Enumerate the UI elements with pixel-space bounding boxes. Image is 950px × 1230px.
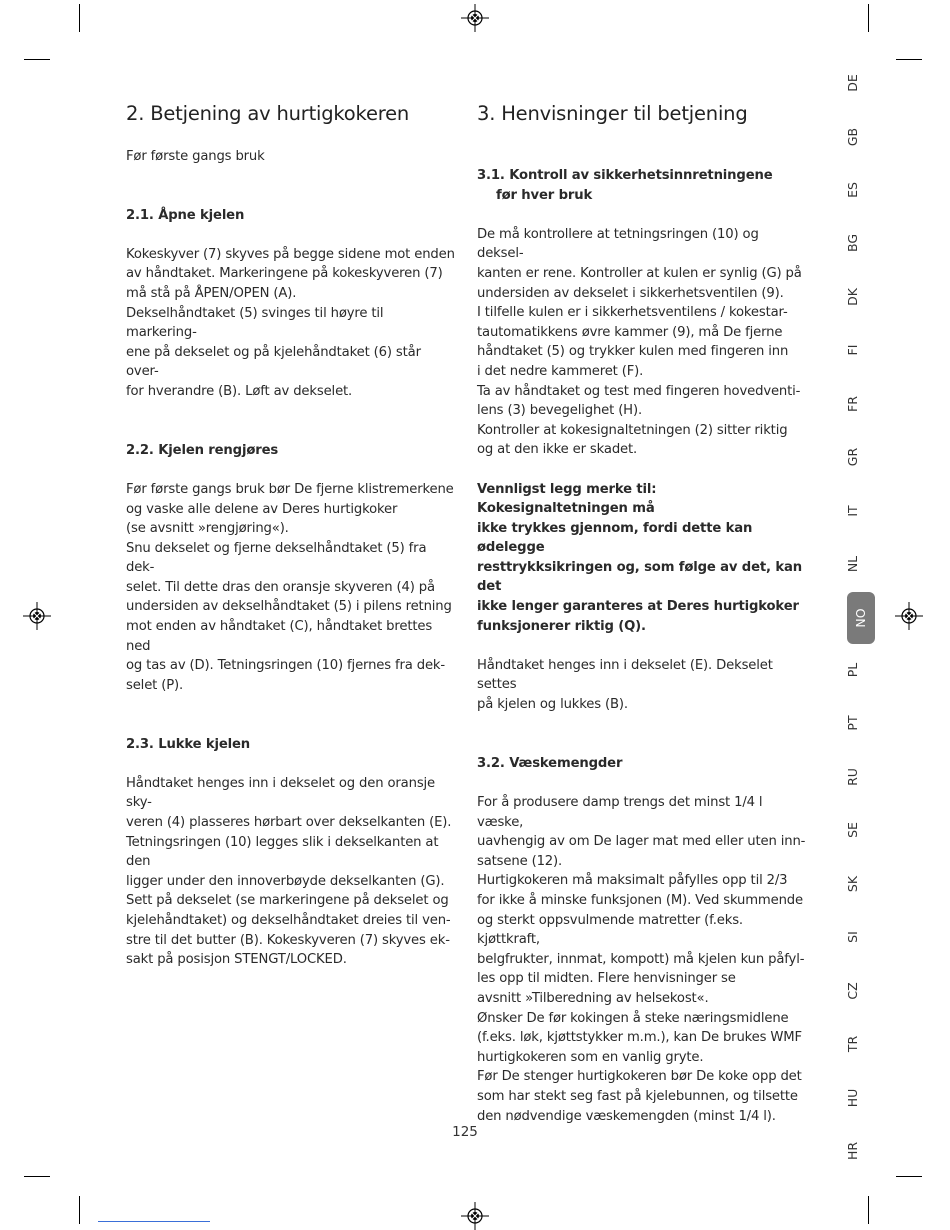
text-line: Før De stenger hurtigkokeren bør De koke opp det (477, 1069, 802, 1085)
text-line: og tas av (D). Tetningsringen (10) fjernes fra dek- (126, 658, 446, 674)
text-line: Håndtaket henges inn i dekselet (E). Dekselet settes (477, 657, 773, 693)
text-line: og at den ikke er skadet. (477, 442, 638, 458)
text-line: Hurtigkokeren må maksimalt påfylles opp til 2/3 (477, 873, 788, 889)
text-line: Vennligst legg merke til: Kokesignaltetningen må (477, 481, 657, 517)
language-tab-se[interactable]: SE (845, 822, 860, 838)
text-line: ene på dekselet og på kjelehåndtaket (6) står over- (126, 344, 421, 380)
left-column (126, 100, 456, 970)
section-2-3-body (126, 774, 456, 970)
section-2-2-body (126, 480, 456, 696)
crop-mark (24, 59, 50, 60)
language-tab-no[interactable]: NO (847, 592, 875, 644)
language-tab-si[interactable]: SI (845, 931, 860, 943)
text-line: som har stekt seg fast på kjelebunnen, og tilsette (477, 1088, 798, 1104)
language-tab-fi[interactable]: FI (845, 344, 860, 356)
language-tab-fr[interactable]: FR (845, 396, 860, 412)
text-line: av håndtaket. Markeringene på kokeskyveren (7) (126, 266, 443, 282)
text-line: Tetningsringen (10) legges slik i dekselkanten at den (126, 834, 439, 870)
text-line: belgfrukter, innmat, kompott) må kjelen kun påfyl- (477, 951, 805, 967)
registration-mark-icon (461, 1202, 489, 1230)
text-line: på kjelen og lukkes (B). (477, 697, 628, 713)
language-tab-pt[interactable]: PT (845, 715, 860, 731)
registration-mark-icon (461, 4, 489, 32)
text-line: kjelehåndtaket) og dekselhåndtaket dreies til ven- (126, 912, 451, 928)
text-line: for hverandre (B). Løft av dekselet. (126, 383, 353, 399)
crop-mark (79, 4, 80, 32)
text-line: og vaske alle delene av Deres hurtigkoker (126, 501, 398, 517)
text-line: Ønsker De før kokingen å steke næringsmidlene (477, 1010, 789, 1026)
text-line: må stå på ÅPEN/OPEN (A). (126, 285, 297, 301)
text-line: Dekselhåndtaket (5) svinges til høyre til markering- (126, 305, 384, 341)
text-line: og sterkt oppsvulmende matretter (f.eks. kjøttkraft, (477, 912, 743, 948)
section-3-2-heading: 3.2. Væskemengder (477, 755, 623, 771)
important-note (477, 480, 807, 637)
text-line: stre til det butter (B). Kokeskyveren (7) skyves ek- (126, 932, 450, 948)
text-line: den nødvendige væskemengden (minst 1/4 l). (477, 1108, 776, 1124)
text-line: avsnitt »Tilberedning av helsekost«. (477, 990, 709, 1006)
text-line: sakt på posisjon STENGT/LOCKED. (126, 952, 347, 968)
text-line: mot enden av håndtaket (C), håndtaket brettes ned (126, 619, 433, 654)
crop-mark (868, 1196, 869, 1224)
text-line: Snu dekselet og fjerne dekselhåndtaket (5) fra dek- (126, 540, 427, 576)
section-3-1-body (477, 225, 807, 460)
registration-mark-icon (23, 602, 51, 630)
section-3-title: 3. Henvisninger til betjening (477, 102, 748, 125)
text-line: ikke trykkes gjennom, fordi dette kan ødelegge (477, 520, 753, 556)
text-line: ligger under den innoverbøyde dekselkanten (G). (126, 873, 445, 889)
language-tab-gr[interactable]: GR (845, 447, 860, 467)
text-line: For å produsere damp trengs det minst 1/4 l væske, (477, 795, 763, 830)
text-line: Ta av håndtaket og test med fingeren hovedventi- (477, 383, 801, 399)
section-2-title: 2. Betjening av hurtigkokeren (126, 102, 410, 125)
language-tab-gb[interactable]: GB (845, 127, 860, 147)
language-tab-sk[interactable]: SK (845, 875, 860, 893)
text-line: Håndtaket henges inn i dekselet og den oransje sky- (126, 775, 436, 811)
language-tab-it[interactable]: IT (845, 505, 860, 517)
text-line: I tilfelle kulen er i sikkerhetsventilens / kokestar- (477, 305, 788, 321)
crop-mark (868, 4, 869, 32)
language-tab-bg[interactable]: BG (845, 233, 860, 253)
text-line: resttrykksikringen og, som følge av det, kan det (477, 559, 802, 595)
crop-mark (896, 1176, 922, 1177)
language-tab-cz[interactable]: CZ (845, 982, 860, 1000)
language-tab-hu[interactable]: HU (845, 1088, 860, 1108)
text-line: Før første gangs bruk bør De fjerne klistremerkene (126, 481, 454, 497)
section-2-3-heading: 2.3. Lukke kjelen (126, 736, 251, 752)
section-3-2-body (477, 793, 807, 1126)
text-line: veren (4) plasseres hørbart over dekselkanten (E). (126, 815, 452, 830)
section-2-1-body (126, 245, 456, 402)
intro-text: Før første gangs bruk (126, 149, 265, 164)
language-tab-hr[interactable]: HR (845, 1141, 860, 1161)
footer-rule (98, 1221, 210, 1222)
text-line: tautomatikkens øvre kammer (9), må De fjerne (477, 324, 783, 340)
language-tab-pl[interactable]: PL (845, 662, 860, 678)
registration-mark-icon (895, 602, 923, 630)
right-column (477, 100, 807, 1126)
language-tab-ru[interactable]: RU (845, 768, 860, 786)
section-3-1-heading-line1: 3.1. Kontroll av sikkerhetsinnretningene (477, 168, 773, 183)
section-3-1-heading-line2: før hver bruk (496, 187, 593, 203)
text-line: selet. Til dette dras den oransje skyveren (4) på (126, 579, 435, 595)
text-line: (f.eks. løk, kjøttstykker m.m.), kan De brukes WMF (477, 1030, 802, 1046)
text-line: hurtigkokeren som en vanlig gryte. (477, 1049, 704, 1065)
language-tab-dk[interactable]: DK (845, 288, 860, 306)
language-tab-tr[interactable]: TR (845, 1035, 860, 1053)
text-line: Kontroller at kokesignaltetningen (2) sitter riktig (477, 422, 788, 438)
crop-mark (79, 1196, 80, 1224)
language-tab-es[interactable]: ES (845, 182, 860, 198)
language-tab-nl[interactable]: NL (845, 555, 860, 573)
text-line: lens (3) bevegelighet (H). (477, 403, 642, 419)
text-line: kanten er rene. Kontroller at kulen er synlig (G) på (477, 265, 802, 281)
text-line: uavhengig av om De lager mat med eller uten inn- (477, 834, 806, 850)
crop-mark (24, 1176, 50, 1177)
text-line: selet (P). (126, 677, 184, 693)
language-tab-de[interactable]: DE (845, 74, 860, 92)
text-line: Sett på dekselet (se markeringene på dekselet og (126, 893, 449, 909)
text-line: les opp til midten. Flere henvisninger se (477, 971, 736, 987)
text-line: funksjonerer riktig (Q). (477, 618, 646, 634)
text-line: i det nedre kammeret (F). (477, 363, 644, 379)
page-number: 125 (452, 1124, 478, 1140)
text-line: (se avsnitt »rengjøring«). (126, 521, 289, 537)
crop-mark (896, 59, 922, 60)
section-2-2-heading: 2.2. Kjelen rengjøres (126, 442, 279, 458)
after-note-text (477, 656, 807, 715)
text-line: undersiden av dekselet i sikkerhetsventilen (9). (477, 285, 784, 301)
text-line: for ikke å minske funksjonen (M). Ved skummende (477, 892, 803, 908)
text-line: undersiden av dekselhåndtaket (5) i pilens retning (126, 599, 452, 615)
text-line: Kokeskyver (7) skyves på begge sidene mot enden (126, 246, 455, 262)
section-2-1-heading: 2.1. Åpne kjelen (126, 207, 245, 223)
text-line: ikke lenger garanteres at Deres hurtigkoker (477, 599, 799, 615)
text-line: satsene (12). (477, 853, 563, 869)
text-line: håndtaket (5) og trykker kulen med fingeren inn (477, 344, 789, 360)
text-line: De må kontrollere at tetningsringen (10) og deksel- (477, 226, 759, 262)
